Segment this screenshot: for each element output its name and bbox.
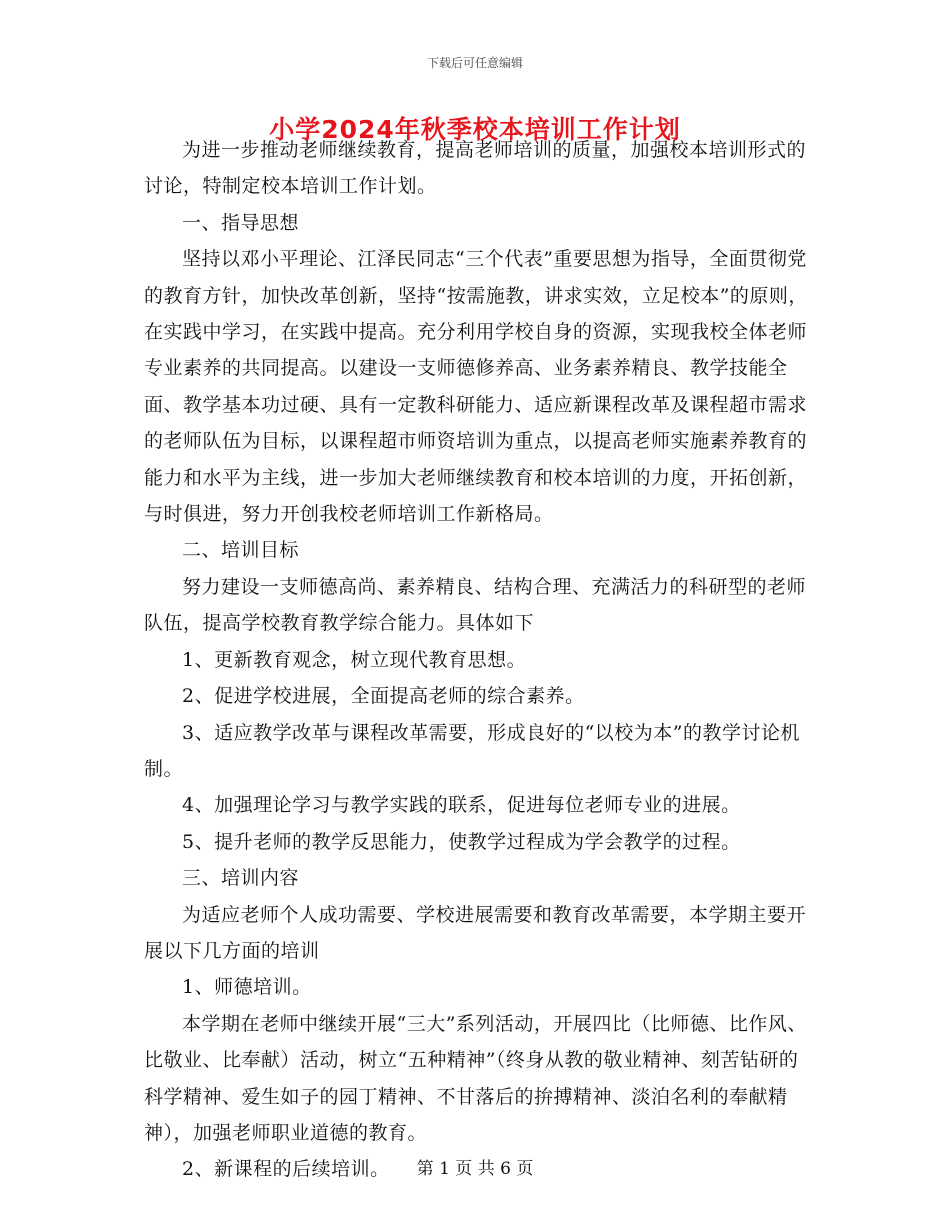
goal-item-5: 5、提升老师的教学反思能力，使教学过程成为学会教学的过程。 <box>182 830 741 853</box>
content-item-2: 2、新课程的后续培训。 <box>182 1158 390 1181</box>
document-body <box>144 132 808 1188</box>
goal-item-1: 1、更新教育观念，树立现代教育思想。 <box>182 648 527 671</box>
goal-item-2: 2、促进学校进展，全面提高老师的综合素养。 <box>182 685 585 708</box>
page-number: 第 1 页 共 6 页 <box>416 1159 534 1179</box>
page-header-note: 下载后可任意编辑 <box>426 56 523 70</box>
paragraph-ethics-training: 本学期在老师中继续开展“三大”系列活动，开展四比（比师德、比作风、比敬业、比奉献）活动，树立“五种精神”（终身从教的敬业精神、刻苦钻研的科学精神、爱生如子的园丁精神、不甘落后的拚搏精神、淡泊名利的奉献精神），加强老师职业道德的教育。 <box>144 1012 807 1144</box>
goal-item-3: 3、适应教学改革与课程改革需要，形成良好的“以校为本”的教学讨论机制。 <box>144 721 801 780</box>
section-heading-3: 三、培训内容 <box>182 867 300 890</box>
paragraph-training-goal: 努力建设一支师德高尚、素养精良、结构合理、充满活力的科研型的老师队伍，提高学校教育教学综合能力。具体如下 <box>144 575 807 635</box>
goal-item-4: 4、加强理论学习与教学实践的联系，促进每位老师专业的进展。 <box>182 794 741 817</box>
section-heading-1: 一、指导思想 <box>182 211 300 234</box>
document-title: 小学2024年秋季校本培训工作计划 <box>269 115 681 144</box>
paragraph-intro: 为进一步推动老师继续教育，提高老师培训的质量，加强校本培训形式的讨论，特制定校本培训工作计划。 <box>144 139 807 198</box>
paragraph-training-content: 为适应老师个人成功需要、学校进展需要和教育改革需要，本学期主要开展以下几方面的培训 <box>144 903 807 962</box>
content-item-1: 1、师德培训。 <box>182 976 312 999</box>
section-heading-2: 二、培训目标 <box>182 539 300 562</box>
paragraph-guiding-thought: 坚持以邓小平理论、江泽民同志“三个代表”重要思想为指导，全面贯彻党的教育方针，加快改革创新，坚持“按需施教，讲求实效，立足校本”的原则，在实践中学习，在实践中提高。充分利用学校自身的资源，实现我校全体老师专业素养的共同提高。以建设一支师德修养高、业务素养精良、教学技能全面、教学基本功过硬、具有一定教科研能力、适应新课程改革及课程超市需求的老师队伍为目标，以课程超市师资培训为重点，以提高老师实施素养教育的能力和水平为主线，进一步加大老师继续教育和校本培训的力度，开拓创新，与时俱进，努力开创我校老师培训工作新格局。 <box>144 248 808 526</box>
